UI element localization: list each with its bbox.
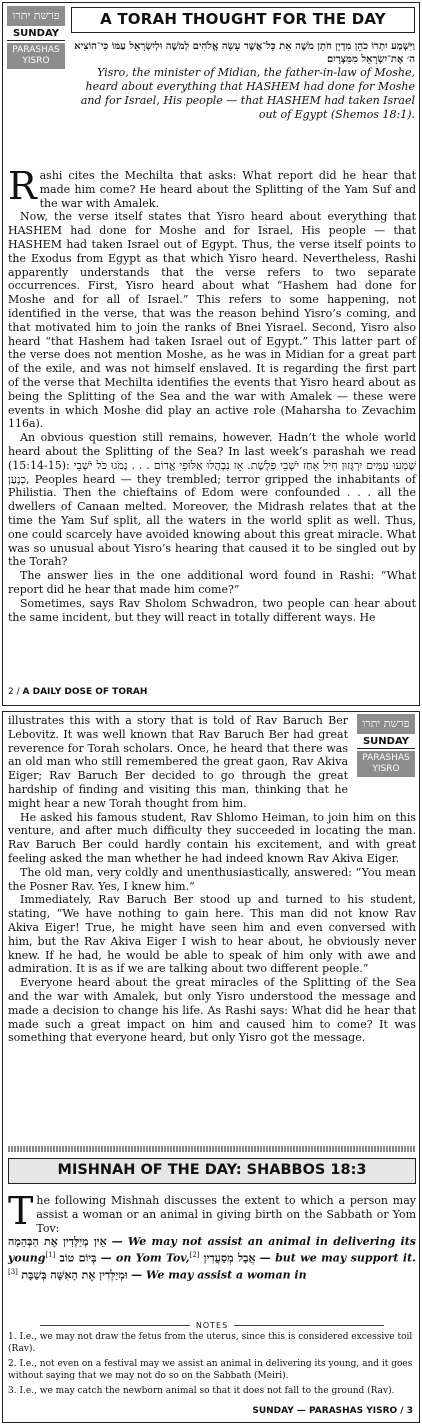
verse-hebrew: וַיִּשְׁמַע יִתְרוֹ כֹהֵן מִדְיָן חֹתֵן מֹשֶׁה אֵת כָּל־אֲשֶׁר עָשָׂה אֱלֹהִים לְמֹשֶׁה וּלְיִשְׂרָאֵל עַמּוֹ כִּי־הוֹצִיא ה׳ אֶת־יִשְׂרָאֵל מִמִּצְרָיִם [74, 41, 415, 65]
section-title: A TORAH THOUGHT FOR THE DAY [71, 7, 415, 33]
badge-parashas: PARASHAS YISRO [357, 751, 415, 777]
drop-cap: T [8, 1189, 34, 1233]
paragraph: Immediately, Rav Baruch Ber stood up and turned to his student, stating, “We have nothing to gain here. This man did not know Rav Akiva Eiger! True, he might have seen him and even conversed with him, but the Rav Akiva Eiger I wish to hear about, he obviously never knew. If he had, he would be able to speak of him only with awe and admiration. It is as if we are talking about two different people.” [8, 893, 416, 976]
notes-label: NOTES [8, 1321, 416, 1330]
book-title: A DAILY DOSE OF TORAH [22, 687, 148, 697]
mishnah-body [8, 1189, 417, 1282]
page-footer: SUNDAY — PARASHAS YISRO / 3 [252, 1406, 413, 1416]
paragraph: Rashi cites the Mechilta that asks: What report did he hear that made him come? He heard about the Splitting of the Yam Suf and the war with Amalek. [8, 164, 416, 210]
paragraph: Everyone heard about the great miracles of the Splitting of the Sea and the war with Amalek, but only Yisro understood the message and made a decision to change his life. As Rashi says: What did he hear that made such a great impact on him and caused him to come? It was something that everyone heard, but only Yisro got the message. [8, 976, 416, 1045]
article-body-continued [8, 714, 416, 1045]
badge-day: SUNDAY [7, 26, 65, 41]
badge-hebrew: פרשת יתרו [7, 6, 65, 26]
section-divider [8, 1146, 416, 1152]
footnote: 2. I.e., not even on a festival may we assist an animal in delivering its young, and it goes without saying that we may not do so on the Sabbath (Meiri). [8, 1359, 413, 1381]
paragraph: Sometimes, says Rav Sholom Schwadron, two people can hear about the same incident, but they will react in totally different ways. He [8, 596, 416, 624]
paragraph: illustrates this with a story that is told of Rav Baruch Ber Lebovitz. It was well known that Rav Baruch Ber had great reverence for Torah scholars. Once, he heard that there was an old man who still remembered the great gaon, Rav Akiva Eiger; Rav Baruch Ber decided to go through the great hardship of finding and visiting this man, thinking that he might hear a new Torah thought from him. [8, 714, 348, 810]
badge-hebrew: פרשת יתרו [357, 714, 415, 734]
verse-english: Yisro, the minister of Midian, the father-in-law of Moshe, heard about everything that HASHEM had done for Moshe and for Israel, His people — that HASHEM had taken Israel out of Egypt (Shemos 18:1). [80, 66, 415, 121]
paragraph: The answer lies in the one additional word found in Rashi: “What report did he hear that made him come?” [8, 569, 416, 596]
paragraph: The old man, very coldly and unenthusiastically, answered: “You mean the Posner Rav. Yes, I knew him.” [8, 865, 416, 893]
footnote: 3. I.e., we may catch the newborn animal so that it does not fall to the ground (Rav). [8, 1386, 395, 1396]
paragraph: The following Mishnah discusses the extent to which a person may assist a woman or an animal in giving birth on the Sabbath or Yom Tov: [8, 1189, 416, 1235]
badge-parashas: PARASHAS YISRO [7, 43, 65, 69]
badge-day: SUNDAY [357, 734, 415, 749]
article-body [8, 164, 416, 624]
mishnah-text: אֵין מְיַלְּדִין אֶת הַבְּהֵמָה — We may not assist an animal in delivering its young[1] בְּיוֹם טוֹב — on Yom Tov,[2] אֲבָל מְסַעֲדִין — but we may support it.[3] וּמְיַלְּדִין אֶת הָאִשָּׁה בְּשַׁבָּת — We may assist a woman in [8, 1235, 417, 1282]
page-footer [8, 687, 147, 697]
drop-cap: R [8, 164, 37, 208]
mishnah-title: MISHNAH OF THE DAY: SHABBOS 18:3 [8, 1158, 416, 1184]
page-top [2, 2, 420, 706]
footnotes [8, 1332, 416, 1402]
paragraph: He asked his famous student, Rav Shlomo Heiman, to join him on this venture, and after much difficulty they succeeded in locating the man. Rav Baruch Ber could hardly contain his excitement, and with great feeling asked the man whether he had indeed known Rav Akiva Eiger. [8, 810, 416, 865]
page-bottom [2, 711, 420, 1423]
parashah-badge [7, 6, 65, 69]
page-number: 2 / [8, 687, 20, 697]
paragraph: Now, the verse itself states that Yisro heard about everything that HASHEM had done for Moshe and for Israel, His people — that HASHEM had taken Israel out of Egypt. Thus, the verse itself points to the Exodus from Egypt as that which Yisro heard. Nevertheless, Rashi apparently understands that the verse refers to two separate occurrences. First, Yisro heard about what “Hashem had done for Moshe and for all of Israel.” This refers to some happening, not identified in the verse, that was the reason behind Yisro’s coming, and that motivated him to join the ranks of Bnei Yisrael. Second, Yisro also heard “that Hashem had taken Israel out of Egypt.” This latter part of the verse does not mention Moshe, as he was in Midian for a great part of the exile, and was not himself enslaved. It is regarding the first part of the verse that Mechilta identifies the events that Yisro heard about as being the Splitting of the Sea and the war with Amalek — these were events in which Moshe did play an active role (Maharsha to Zevachim 116a). [8, 210, 416, 431]
paragraph: An obvious question still remains, however. Hadn’t the whole world heard about the Splitting of the Sea? In last week’s parashah we read (15:14-15): שָׁמְעוּ עַמִּים יִרְגָּזוּן חִיל אָחַז יֹשְׁבֵי פְּלָשֶׁת. אָז נִבְהֲלוּ אַלּוּפֵי אֱדוֹם . . . נָמֹגוּ כֹּל יֹשְׁבֵי כְנָעַן, Peoples heard — they trembled; terror gripped the inhabitants of Philistia. Then the chieftains of Edom were confounded . . . all the dwellers of Canaan melted. Moreover, the Midrash relates that at the time the Yam Suf split, all the waters in the world split as well. Thus, one could scarcely have avoided knowing about this great miracle. What was so unusual about Yisro’s hearing that caused it to be singled out by the Torah? [8, 431, 416, 569]
footnote: 1. I.e., we may not draw the fetus from the uterus, since this is considered excessive toil (Rav). [8, 1332, 413, 1354]
